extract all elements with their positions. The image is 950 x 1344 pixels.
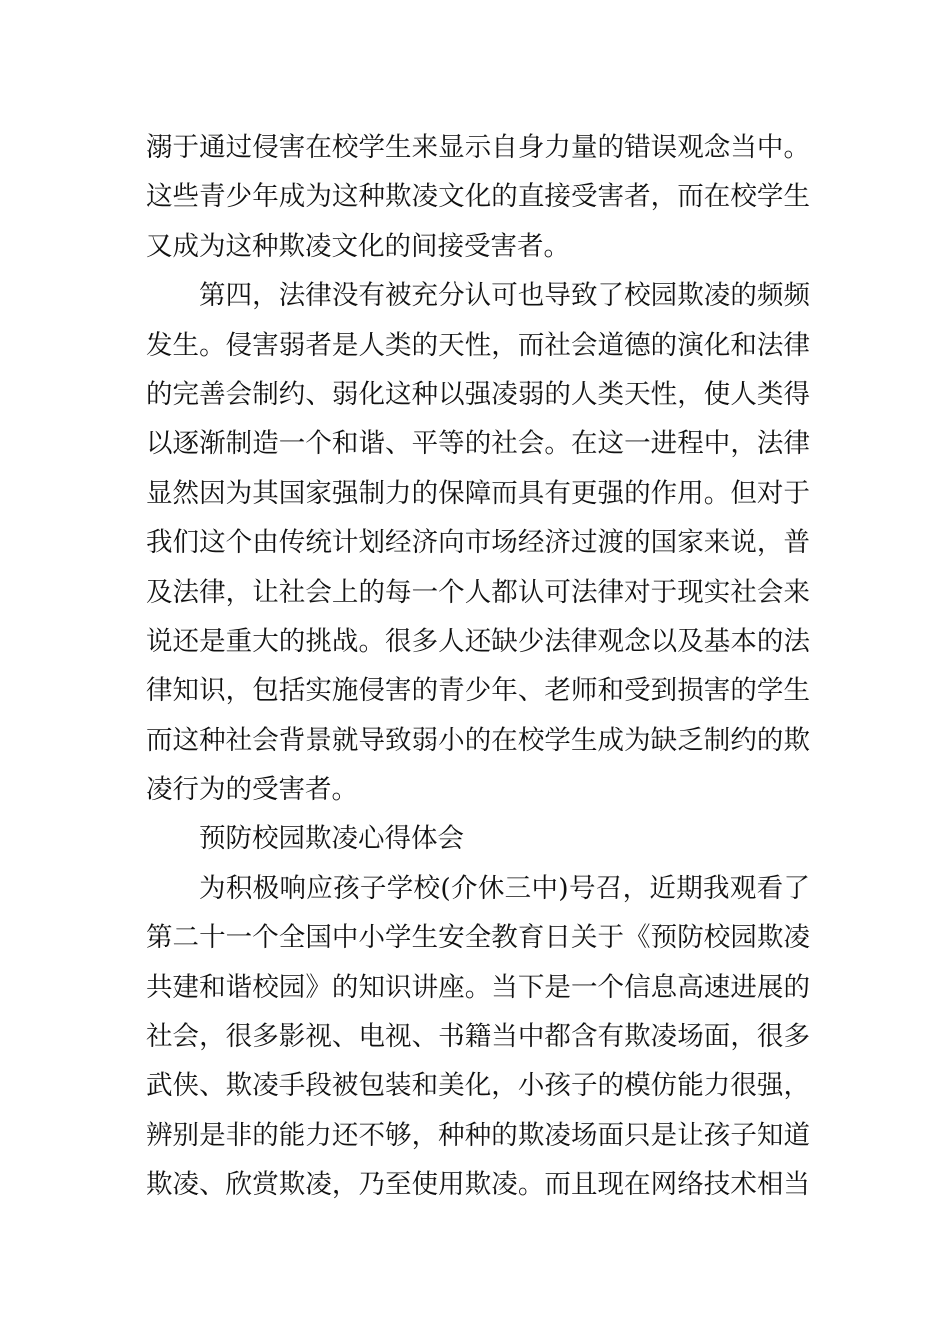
- text-line: 社会，很多影视、电视、书籍当中都含有欺凌场面，很多: [146, 1021, 810, 1053]
- text-line: 我们这个由传统计划经济向市场经济过渡的国家来说，普: [146, 527, 810, 559]
- paragraph-start-line: 为积极响应孩子学校(介休三中)号召，近期我观看了: [199, 872, 810, 904]
- section-heading: 预防校园欺凌心得体会: [199, 823, 464, 855]
- text-line: 第二十一个全国中小学生安全教育日关于《预防校园欺凌: [146, 922, 810, 954]
- text-line: 又成为这种欺凌文化的间接受害者。: [146, 230, 570, 262]
- text-line: 的完善会制约、弱化这种以强凌弱的人类天性，使人类得: [146, 378, 810, 410]
- text-line: 凌行为的受害者。: [146, 774, 358, 806]
- text-line: 显然因为其国家强制力的保障而具有更强的作用。但对于: [146, 477, 810, 509]
- text-line: 发生。侵害弱者是人类的天性，而社会道德的演化和法律: [146, 329, 810, 361]
- text-line: 辨别是非的能力还不够，种种的欺凌场面只是让孩子知道: [146, 1119, 810, 1151]
- text-line: 说还是重大的挑战。很多人还缺少法律观念以及基本的法: [146, 625, 810, 657]
- text-line: 律知识，包括实施侵害的青少年、老师和受到损害的学生: [146, 675, 810, 707]
- text-line: 以逐渐制造一个和谐、平等的社会。在这一进程中，法律: [146, 428, 810, 460]
- text-line: 共建和谐校园》的知识讲座。当下是一个信息高速进展的: [146, 971, 810, 1003]
- paragraph-start-line: 第四，法律没有被充分认可也导致了校园欺凌的频频: [199, 280, 810, 312]
- text-line: 这些青少年成为这种欺凌文化的直接受害者，而在校学生: [146, 181, 810, 213]
- body-text: [146, 123, 810, 1210]
- text-line: 及法律，让社会上的每一个人都认可法律对于现实社会来: [146, 576, 810, 608]
- text-line: 溺于通过侵害在校学生来显示自身力量的错误观念当中。: [146, 132, 810, 163]
- text-line: 欺凌、欣赏欺凌，乃至使用欺凌。而且现在网络技术相当: [146, 1169, 810, 1201]
- text-line: 武侠、欺凌手段被包装和美化，小孩子的模仿能力很强，: [146, 1070, 810, 1102]
- text-line: 而这种社会背景就导致弱小的在校学生成为缺乏制约的欺: [146, 724, 810, 756]
